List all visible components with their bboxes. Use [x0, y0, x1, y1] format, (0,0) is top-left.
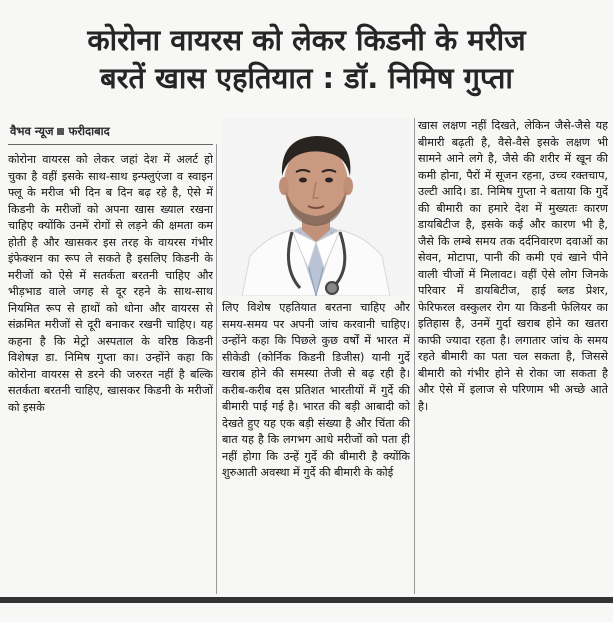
doctor-photo — [222, 118, 410, 296]
doctor-portrait-icon — [222, 118, 410, 296]
byline-agency: वैभव न्यूज — [10, 124, 54, 138]
column-divider-1 — [216, 144, 217, 594]
column-1-text: कोरोना वायरस को लेकर जहां देश में अलर्ट हो चुका है वहीं इसके साथ-साथ इन्फ्लुएंजा व स्वाइन फ्लू के मरीज भी दिन ब दिन बढ़ रहे है, ऐसे में किडनी के मरीजों को अपना खास ख्याल रखना चाहिए क्योंकि उनमें रोगों से लड़ने की क्षमता कम होती है और खासकर इस तरह के वायरस गंभीर इंफेक्शन का रूप ले सकते है इसलिए किडनी के मरीजों को ऐसे में सतर्कता बरतनी चाहिए और भीड़भाड वाले जगह से दूर रहने के साथ-साथ नियमित रूप से हाथों को धोना और वायरस से संक्रमित मरीजों से दूरी बनाकर रखनी चाहिए। यह कहना है कि मेट्रो अस्पताल के वरिष्ठ किडनी विशेषज्ञ डा. निमिष गुप्ता का। उन्होंने कहा कि कोरोना वायरस से डरने की जरुरत नहीं है बल्कि सतर्कता बरतनी चाहिए, खासकर किडनी के मरीजों को इसके — [8, 153, 213, 414]
separator-square-icon — [57, 128, 64, 135]
article-column-1 — [8, 152, 213, 594]
byline — [10, 124, 210, 139]
article-column-3 — [418, 118, 608, 592]
byline-location: फरीदाबाद — [68, 124, 110, 138]
headline-line-2: बरतें खास एहतियात : डॉ. निमिष गुप्ता — [100, 61, 513, 95]
headline-line-1: कोरोना वायरस को लेकर किडनी के मरीज — [87, 23, 526, 57]
column-3-text: खास लक्षण नहीं दिखते, लेकिन जैसे-जैसे यह बीमारी बढ़ती है, वैसे-वैसे इसके लक्षण भी सामने आने लगे है, जैसे की शरीर में खून की कमी होना, पैरों में सूजन रहना, उच्च रक्तचाप, उल्टी आदि। डा. निमिष गुप्ता ने बताया कि गुर्दे की बीमारी का हमारे देश में मुख्यतः कारण डायबिटीज है, इसके कई और कारण भी है, जैसे कि लम्बे समय तक दर्दनिवारण दवाओं का सेवन, मोटापा, पानी की कमी एवं खाने पीने वाली चीजों में मिलावट। वहीं ऐसे लोग जिनके परिवार में डायबिटीज, हाई ब्लड प्रेशर, फेरिफरल वस्कुलर रोग या किडनी फेलियर का इतिहास है, उनमें गुर्दा खराब होने का खतरा काफी ज्यादा रहता है। लगातार जांच के समय रहते बीमारी का पता चल सकता है, जिससे बीमारी को गंभीर होने से रोका जा सकता है और ऐसे में इलाज से परिणाम भी अच्छे आते है। — [418, 119, 608, 413]
column-2-text: लिए विशेष एहतियात बरतना चाहिए और समय-समय पर अपनी जांच करवानी चाहिए। उन्होंने कहा कि पिछले कुछ वर्षों में भारत में सीकेडी (कोर्निक किडनी डिजीस) यानी गुर्दे खराब होने की समस्या तेजी से बढ़ रही है। करीब-करीब दस प्रतिशत भारतीयों में गुर्दे की बीमारी पाई गई है। भारत की बड़ी आबादी को देखते हुए यह एक बड़ी संख्या है और चिंता की बात यह है कि लगभग आधे मरीजों को पता ही नहीं होगा कि उन्हें गुर्दे की बीमारी है क्योंकि शुरुआती अवस्था में गुर्दे की बीमारी के कोई — [222, 301, 410, 479]
byline-rule — [8, 144, 213, 145]
article-column-2 — [222, 300, 410, 590]
bottom-border — [0, 597, 613, 603]
column-divider-2 — [414, 118, 415, 594]
